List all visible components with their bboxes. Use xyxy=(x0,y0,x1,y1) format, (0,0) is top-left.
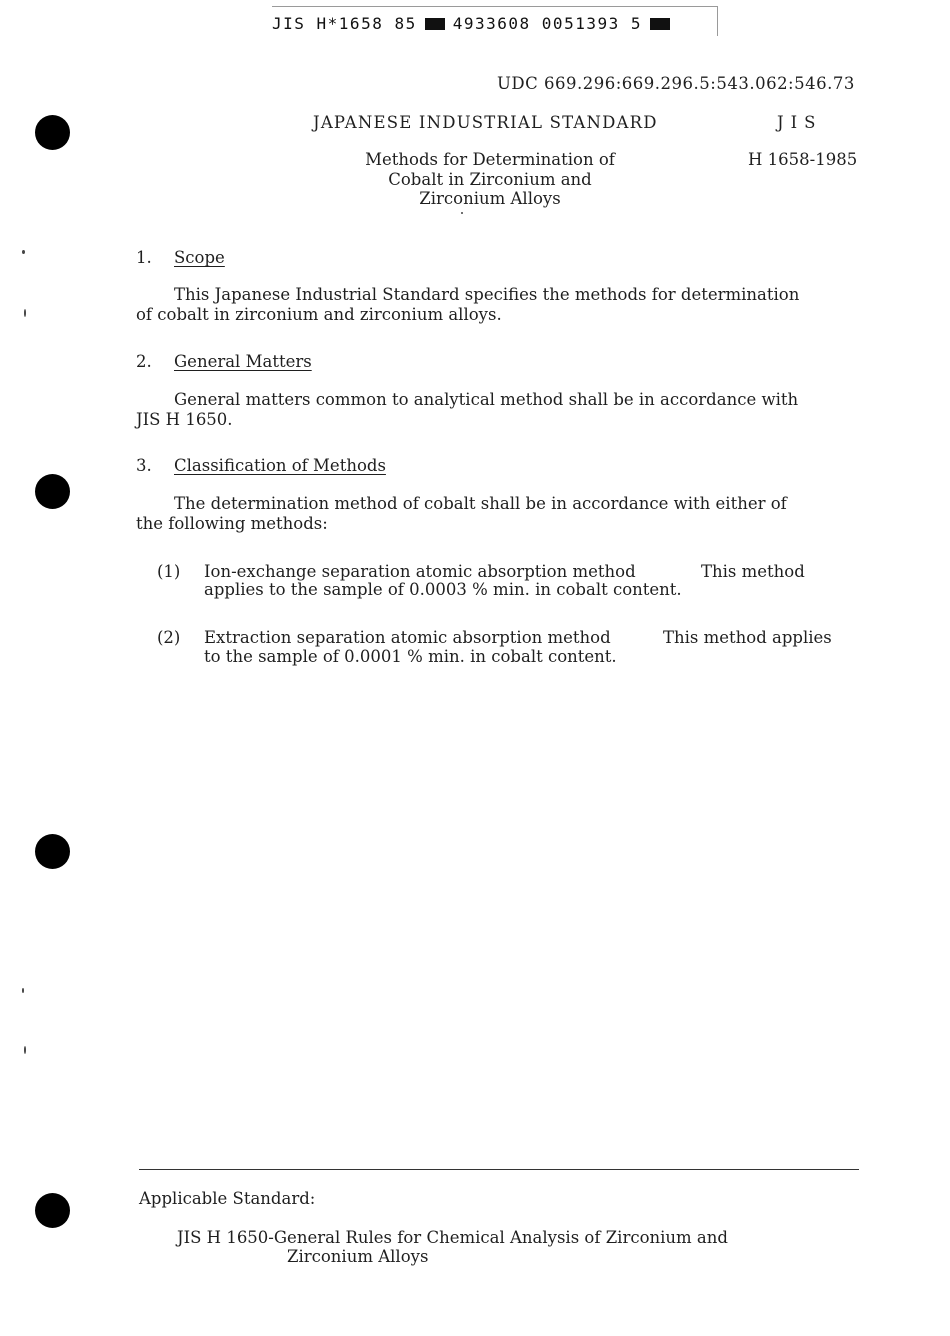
barcode-block-1 xyxy=(425,18,445,30)
section-3-line-2: the following methods: xyxy=(136,513,328,533)
method-1-note: This method xyxy=(701,562,805,581)
scan-speck xyxy=(24,1046,26,1054)
section-1-line-1: This Japanese Industrial Standard specifies the methods for determination xyxy=(174,285,800,304)
punch-hole-1 xyxy=(35,115,70,150)
method-1-number: (1) xyxy=(157,562,181,581)
section-2-title: General Matters xyxy=(174,352,312,371)
udc-code: UDC 669.296:669.296.5:543.062:546.73 xyxy=(497,74,855,93)
document-title xyxy=(330,150,650,209)
header-tick xyxy=(717,6,718,36)
footer-rule xyxy=(139,1169,859,1170)
title-line-2: Cobalt in Zirconium and xyxy=(388,169,592,189)
header-rule xyxy=(272,6,718,7)
jis-label: JIS xyxy=(777,113,823,132)
header-code-line xyxy=(272,14,678,33)
scan-speck xyxy=(22,250,25,254)
scan-speck xyxy=(24,309,26,317)
title-line-1: Methods for Determination of xyxy=(365,150,615,169)
section-2-line-1: General matters common to analytical method shall be in accordance with xyxy=(174,390,799,409)
title-line-3: Zirconium Alloys xyxy=(419,189,561,208)
barcode-block-2 xyxy=(650,18,670,30)
scan-speck xyxy=(461,212,463,214)
section-2-line-2: JIS H 1650. xyxy=(136,409,233,429)
applicable-standard-heading: Applicable Standard: xyxy=(139,1189,316,1208)
applicable-standard-line-2: Zirconium Alloys xyxy=(287,1247,429,1266)
punch-hole-4 xyxy=(35,1193,70,1228)
method-2-line-2: to the sample of 0.0001 % min. in cobalt content. xyxy=(204,647,617,666)
section-1-number: 1. xyxy=(136,248,152,267)
punch-hole-3 xyxy=(35,834,70,869)
method-1-name: Ion-exchange separation atomic absorption method xyxy=(204,562,636,581)
header-code-left: JIS H*1658 85 xyxy=(272,14,417,33)
method-2-name: Extraction separation atomic absorption method xyxy=(204,628,611,647)
section-1-body xyxy=(136,285,799,324)
section-2-number: 2. xyxy=(136,352,152,371)
method-1-line-2: applies to the sample of 0.0003 % min. in cobalt content. xyxy=(204,580,682,599)
section-3-title: Classification of Methods xyxy=(174,456,386,475)
applicable-standard-line-1: JIS H 1650-General Rules for Chemical Analysis of Zirconium and xyxy=(177,1228,728,1247)
standard-number: H 1658-1985 xyxy=(748,150,858,169)
method-2-note: This method applies xyxy=(663,628,832,647)
method-2-number: (2) xyxy=(157,628,181,647)
header-code-mid: 4933608 0051393 5 xyxy=(452,14,642,33)
punch-hole-2 xyxy=(35,474,70,509)
section-3-body xyxy=(136,494,787,533)
standard-title: JAPANESE INDUSTRIAL STANDARD xyxy=(313,113,658,132)
section-1-title: Scope xyxy=(174,248,225,267)
section-3-line-1: The determination method of cobalt shall be in accordance with either of xyxy=(174,494,787,513)
section-2-body xyxy=(136,390,798,429)
section-1-line-2: of cobalt in zirconium and zirconium alloys. xyxy=(136,304,502,324)
section-3-number: 3. xyxy=(136,456,152,475)
scan-speck xyxy=(22,988,24,993)
